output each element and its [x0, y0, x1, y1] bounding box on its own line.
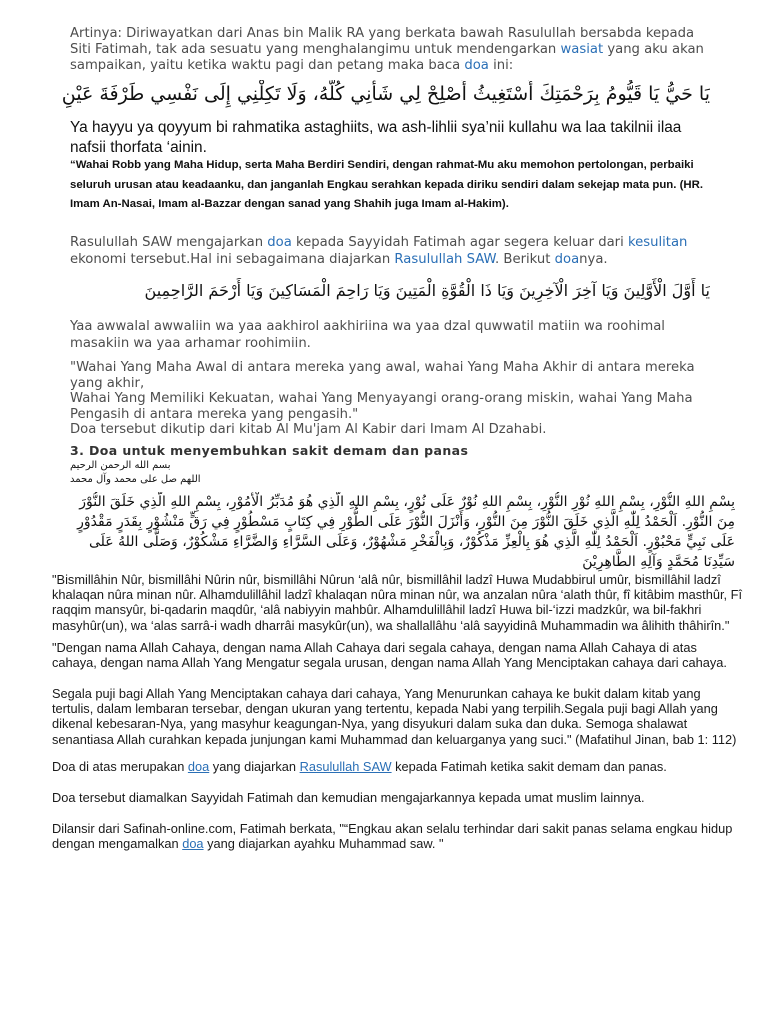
- arabic-doa-2: يَا أَوَّلَ الْأَوَّلِينَ وَيَا آخِرَ الْآخِرِينَ وَيَا ذَا الْقُوَّةِ الْمَتِينَ وَيَا رَاحِمَ الْمَسَاكِينَ وَيَا أَرْحَمَ الرَّاحِمِينَ: [144, 281, 710, 300]
- link-wasiat[interactable]: wasiat: [560, 42, 604, 57]
- transliteration-3: "Bismillâhin Nûr, bismillâhi Nûrin nûr, bismillâhi Nûrun ‘alâ nûr, bismillâhil ladzî Huwa Mudabbirul umûr, bismillâhil ladzî khalaqan nûra minan nûr. Alhamdulillâhil ladzî khalaqan nûra minan nûr, wa anzalan nûra ‘alath thûr, fî kitâbim masthûr, Fî raqqim mansyûr, bi-qadarin maqdûr, ‘alâ nabiyyin mahbûr. Alhamdulillâhil ladzî Huwa bil-‘izzi madzkûr, wa bil-fakhri masyhûr(un), wa ‘alas sarrâ-i wadh dharrâi masykûr(un), wa shallallâhu ‘alâ sayyidinâ Muhammadin wa âlihith thâhirîn.": [52, 572, 743, 633]
- translation-2-source: Doa tersebut dikutip dari kitab Al Mu'jam Al Kabir dari Imam Al Dzahabi.: [70, 422, 547, 437]
- intro-paragraph: Artinya: Diriwayatkan dari Anas bin Malik RA yang berkata bawah Rasulullah bersabda kepada Siti Fatimah, tak ada sesuatu yang menghalangimu untuk mendengarkan wasiat yang aku akan sampaikan, yaitu ketika waktu pagi dan petang maka baca doa ini:: [70, 26, 704, 73]
- link-doa-5[interactable]: doa: [182, 836, 204, 852]
- closing-paragraph-2: Doa tersebut diamalkan Sayyidah Fatimah dan kemudian mengajarkannya kepada umat muslim lainnya.: [52, 790, 645, 805]
- transliteration-1: Ya hayyu ya qoyyum bi rahmatika astaghiits, wa ash-lihlii sya’nii kullahu wa laa takilnii ilaa nafsii thorfata ‘ainin.: [70, 119, 682, 156]
- basmalah: بسم الله الرحمن الرحيم: [70, 460, 171, 471]
- link-rasulullah-saw[interactable]: Rasulullah SAW: [394, 252, 496, 267]
- closing-paragraph-1: Doa di atas merupakan doa yang diajarkan Rasulullah SAW kepada Fatimah ketika sakit demam dan panas.: [52, 759, 667, 774]
- closing-paragraph-3: Dilansir dari Safinah-online.com, Fatimah berkata, "“Engkau akan selalu terhindar dari sakit panas selama engkau hidup dengan mengamalkan doa yang diajarkan ayahku Muhammad saw. ": [52, 821, 733, 852]
- salawat: اللهم صل على محمد وآل محمد: [70, 474, 201, 485]
- translation-3-b: Segala puji bagi Allah Yang Menciptakan cahaya dari cahaya, Yang Menurunkan cahaya ke bukit dalam kitab yang tertulis, dalam lembaran tersebar, dengan ukuran yang tertentu, kepada Nabi yang terpilih.Segala puji bagi Allah yang dikenal kebesaran-Nya, yang masyhur keagungan-Nya, yang disyukuri dalam suka dan duka. Semoga shalawat senantiasa Allah curahkan kepada junjungan kami Muhammad dan keluarganya yang suci." (Mafatihul Jinan, bab 1: 112): [52, 686, 737, 747]
- paragraph-rasulullah: Rasulullah SAW mengajarkan doa kepada Sayyidah Fatimah agar segera keluar dari kesulitan ekonomi tersebut.Hal ini sebagaimana diajarkan Rasulullah SAW. Berikut doanya.: [70, 235, 688, 267]
- arabic-doa-1: يَا حَيُّ يَا قَيُّومُ بِرَحْمَتِكَ أَسْتَغِيثُ أَصْلِحْ لِي شَأْنِي كُلَّهُ، وَلَا تَكِلْنِي إِلَى نَفْسِي طَرْفَةَ عَيْنٍ: [61, 83, 710, 105]
- link-doa-4[interactable]: doa: [187, 759, 210, 774]
- link-doa-2[interactable]: doa: [267, 235, 292, 250]
- translation-1: “Wahai Robb yang Maha Hidup, serta Maha Berdiri Sendiri, dengan rahmat-Mu aku memohon pertolongan, perbaiki seluruh urusan atau keadaanku, dan janganlah Engkau serahkan kepada diriku sendiri dalam sekejap mata pun. (HR. Imam An-Nasai, Imam al-Bazzar dengan sanad yang Shahih juga Imam al-Hakim).: [70, 159, 704, 210]
- link-doa[interactable]: doa: [464, 58, 489, 73]
- link-doa-3[interactable]: doa: [554, 252, 580, 267]
- translation-2-line-1: "Wahai Yang Maha Awal di antara mereka yang awal, wahai Yang Maha Akhir di antara mereka yang akhir,: [70, 360, 695, 391]
- arabic-doa-3: بِسْمِ اللهِ النُّوْرِ، بِسْمِ اللهِ نُوْرِ النُّوْرِ، بِسْمِ اللهِ نُوْرٌ عَلَى نُوْرٍ، بِسْمِ اللهِ الَّذِي هُوَ مُدَبِّرُ الْأُمُوْرِ، بِسْمِ اللهِ الَّذِي خَلَقَ النُّوْرَ مِنَ النُّوْرِ. اَلْحَمْدُ لِلّٰهِ الَّذِي خَلَقَ النُّوْرَ مِنَ النُّوْرِ، وَأَنْزَلَ النُّوْرَ عَلَى الطُّوْرِ فِي كِتَابٍ مَسْطُوْرٍ فِي رَقٍّ مَنْشُوْرٍ بِقَدَرٍ مَقْدُوْرٍ عَلَى نَبِيٍّ مَحْبُوْرٍ. اَلْحَمْدُ لِلّٰهِ الَّذِي هُوَ بِالْعِزِّ مَذْكُوْرٌ، وَبِالْفَخْرِ مَشْهُوْرٌ، وَعَلَى السَّرَّاءِ وَالضَّرَّاءِ مَشْكُوْرٌ، وَصَلَّى اللهُ عَلَى سَيِّدِنَا مُحَمَّدٍ وَآلِهِ الطَّاهِرِيْنَ: [77, 494, 735, 570]
- translation-2: [70, 360, 720, 438]
- link-kesulitan[interactable]: kesulitan: [627, 235, 688, 250]
- transliteration-2: Yaa awwalal awwaliin wa yaa aakhirol aakhiriina wa yaa dzal quwwatil matiin wa roohimal masakiin wa yaa arhamar roohimiin.: [70, 319, 665, 351]
- link-rasulullah-saw-2[interactable]: Rasulullah SAW: [299, 759, 392, 774]
- translation-2-line-2: Wahai Yang Memiliki Kekuatan, wahai Yang Menyayangi orang-orang miskin, wahai Yang Maha Pengasih di antara mereka yang pengasih.": [70, 391, 693, 422]
- translation-3-a: "Dengan nama Allah Cahaya, dengan nama Allah Cahaya dari segala cahaya, dengan nama Allah Cahaya di atas cahaya, dengan nama Allah Yang Mengatur segala urusan, dengan nama Allah Yang Menciptakan cahaya dari cahaya.: [52, 640, 727, 671]
- section-heading: 3. Doa untuk menyembuhkan sakit demam dan panas: [70, 443, 469, 458]
